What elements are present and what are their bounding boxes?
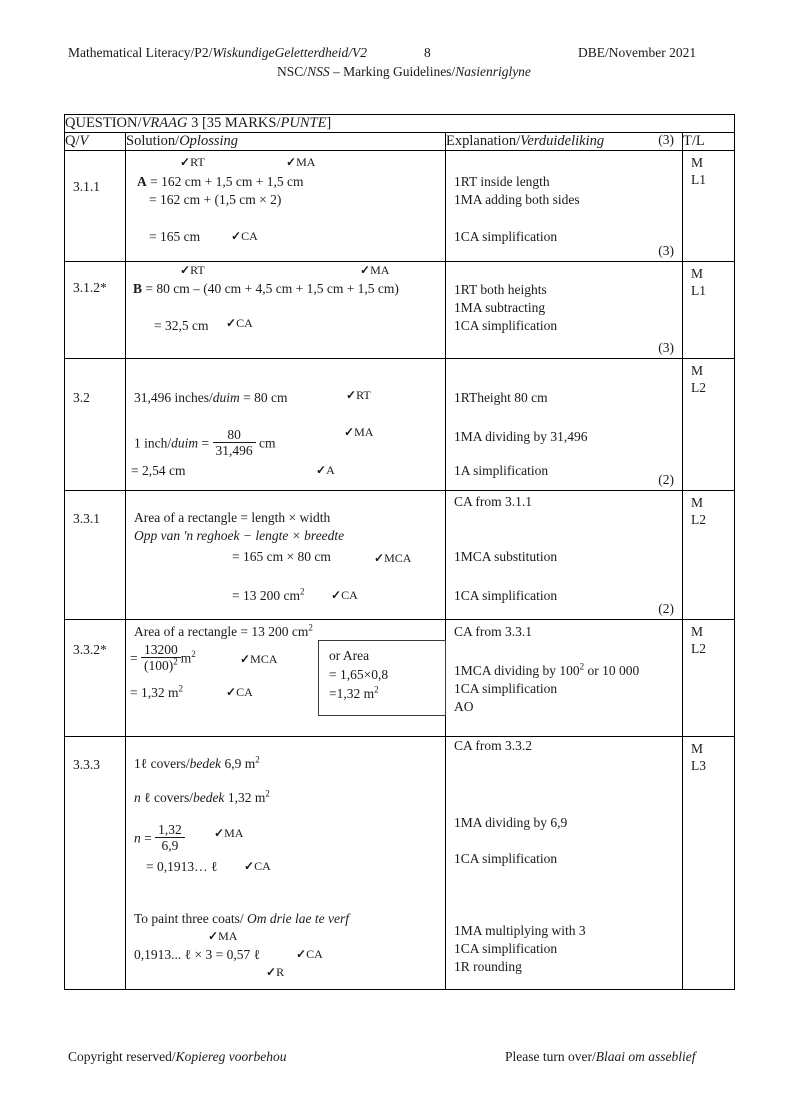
tick-ca-icon: ✓ CA (231, 229, 258, 244)
solution-line-4: = 13 200 $cm^2$ (232, 586, 305, 603)
solution-line-2: = 162 cm + (1,5 cm × 2) (149, 192, 282, 207)
running-header (0, 45, 786, 83)
row-solution-3-3-3 (126, 737, 446, 990)
explanation-line: 1CA simplification (454, 588, 558, 603)
explanation-line: CA from 3.3.1 (454, 624, 533, 639)
explanation-line: 1CA simplification (454, 851, 558, 866)
tl-level: L2 (691, 511, 706, 527)
tick-ma-icon: ✓ MA (360, 263, 389, 278)
table-row (65, 491, 735, 620)
altbox-line-1: or Area (329, 648, 370, 663)
explanation-line: 1RT inside length (454, 174, 550, 189)
solution-line-2: = 32,5 cm (154, 318, 209, 333)
table-row (65, 262, 735, 359)
tick-mca-icon: ✓ MCA (240, 652, 277, 667)
solution-line-2: 1 inch/duim = $\frac{80}{31,496}$ cm (134, 427, 276, 459)
explanation-line: 1MA dividing by 31,496 (454, 429, 588, 444)
row-solution-3-1-2 (126, 262, 446, 359)
solution-line-2: = $\frac{13200}{(100)^2}$ $m^2$ (130, 642, 196, 674)
explanation-line: 1MA subtracting (454, 300, 546, 315)
tick-rt-icon: ✓ RT (180, 155, 205, 170)
fraction: $\frac{80}{31,496}$ (213, 427, 256, 458)
row-tl-3-3-2 (683, 620, 735, 737)
explanation-line: 1CA simplification (454, 318, 558, 333)
marks-allocation: (3) (658, 132, 674, 147)
row-tl-3-1-1 (683, 151, 735, 262)
solution-line-5: To paint three coats/ Om drie lae te verf (134, 911, 349, 926)
alternative-method-box (318, 640, 446, 716)
solution-line-1: 1ℓ covers/bedek 6,9 $m^2$ (134, 754, 260, 771)
tl-type: M (691, 741, 704, 756)
footer-copyright: Copyright reserved/Kopiereg voorbehou (68, 1049, 287, 1064)
table-row (65, 737, 735, 990)
explanation-line: 1MA multiplying with 3 (454, 923, 586, 938)
row-question-3-1-2: 3.1.2* (65, 262, 126, 359)
row-solution-3-3-2 (126, 620, 446, 737)
solution-line-2: Opp van 'n reghoek − lengte × breedte (134, 528, 345, 543)
explanation-line: CA from 3.3.2 (454, 738, 533, 753)
tick-ca-icon: ✓ CA (331, 588, 358, 603)
altbox-line-2: = 1,65×0,8 (329, 667, 389, 683)
solution-line-3: = 2,54 cm (131, 463, 186, 478)
explanation-line: 1R rounding (454, 959, 522, 974)
tick-r-icon: ✓ R (266, 965, 284, 980)
row-tl-3-3-1 (683, 491, 735, 620)
table-row (65, 620, 735, 737)
explanation-line: 1A simplification (454, 463, 549, 478)
tl-level: L2 (691, 379, 706, 395)
row-tl-3-3-3 (683, 737, 735, 990)
tick-ma-icon: ✓ MA (208, 929, 237, 944)
solution-line-1: B = 80 cm – (40 cm + 4,5 cm + 1,5 cm + 1,5 cm) (133, 281, 399, 296)
fraction: $\frac{13200}{(100)^2}$ (141, 642, 181, 673)
col-header-solution: Solution/Oplossing (126, 133, 446, 151)
marks-allocation: (3) (658, 340, 674, 355)
header-subtitle: NSC/NSS – Marking Guidelines/Nasienriglyne (277, 64, 531, 79)
tick-ca-icon: ✓ CA (226, 316, 253, 331)
tl-type: M (691, 495, 704, 510)
marking-guidelines-table (64, 114, 735, 990)
tick-a-icon: ✓ A (316, 463, 335, 478)
explanation-line: AO (454, 699, 474, 714)
tl-level: L2 (691, 640, 706, 656)
explanation-line: 1MCA dividing by $100^2$ or 10 000 (454, 661, 640, 678)
tl-type: M (691, 266, 704, 281)
explanation-line: 1CA simplification (454, 941, 558, 956)
tick-ma-icon: ✓ MA (214, 826, 243, 841)
row-question-3-1-1: 3.1.1 (65, 151, 126, 262)
question-title: QUESTION/VRAAG 3 [35 MARKS/PUNTE] (65, 115, 735, 133)
col-header-explanation: Explanation/Verduideliking (446, 133, 683, 151)
row-solution-3-2 (126, 359, 446, 491)
explanation-line: 1CA simplification (454, 681, 558, 696)
tick-rt-icon: ✓ RT (346, 388, 371, 403)
table-title-row (65, 115, 735, 133)
row-question-3-2: 3.2 (65, 359, 126, 491)
footer-turnover: Please turn over/Blaai om asseblief (505, 1049, 696, 1064)
explanation-line: 1MA adding both sides (454, 192, 580, 207)
row-explanation-3-3-2 (446, 601, 683, 737)
explanation-line: CA from 3.1.1 (454, 494, 533, 509)
solution-line-3: = 1,32 $m^2$ (130, 683, 183, 700)
tick-rt-icon: ✓ RT (180, 263, 205, 278)
tick-mca-icon: ✓ MCA (374, 551, 411, 566)
row-explanation-3-3-3 (446, 737, 683, 990)
row-solution-3-3-1 (126, 491, 446, 620)
tl-level: L3 (691, 757, 706, 773)
solution-line-4: = 0,1913… ℓ (146, 859, 218, 874)
page-number: 8 (424, 45, 431, 60)
solution-line-2: n ℓ covers/bedek 1,32 $m^2$ (134, 788, 270, 805)
row-question-3-3-3: 3.3.3 (65, 737, 126, 990)
explanation-line: 1RTheight 80 cm (454, 390, 548, 405)
table-row (65, 359, 735, 491)
tick-ca-icon: ✓ CA (226, 685, 253, 700)
row-explanation-3-2 (446, 340, 683, 491)
marks-allocation: (2) (658, 601, 674, 616)
table-row (65, 151, 735, 262)
tl-type: M (691, 363, 704, 378)
tl-level: L1 (691, 171, 706, 187)
solution-line-6: 0,1913... ℓ × 3 = 0,57 ℓ (134, 947, 261, 962)
marks-allocation: (3) (658, 243, 674, 258)
row-tl-3-2 (683, 359, 735, 491)
explanation-line: 1CA simplification (454, 229, 558, 244)
solution-line-1: Area of a rectangle = 13 200 $cm^2$ (134, 622, 313, 639)
row-explanation-3-1-2 (446, 243, 683, 359)
tick-ma-icon: ✓ MA (286, 155, 315, 170)
solution-line-1: 31,496 inches/duim = 80 cm (134, 390, 288, 405)
row-tl-3-1-2 (683, 262, 735, 359)
solution-line-1: A = 162 cm + 1,5 cm + 1,5 cm (137, 174, 304, 189)
solution-line-3: = 165 cm (149, 229, 201, 244)
tick-ma-icon: ✓ MA (344, 425, 373, 440)
col-header-question: Q/V (65, 133, 126, 151)
solution-line-1: Area of a rectangle = length × width (134, 510, 331, 525)
fraction: $\frac{1,32}{6,9}$ (155, 822, 185, 853)
tick-ca-icon: ✓ CA (244, 859, 271, 874)
row-explanation-3-3-1 (446, 472, 683, 620)
explanation-line: 1RT both heights (454, 282, 547, 297)
tl-type: M (691, 624, 704, 639)
row-question-3-3-1: 3.3.1 (65, 491, 126, 620)
explanation-line: 1MCA substitution (454, 549, 558, 564)
tl-type: M (691, 155, 704, 170)
tick-ca-icon: ✓ CA (296, 947, 323, 962)
altbox-line-3: =1,32 $m^2$ (329, 684, 379, 702)
explanation-line: 1MA dividing by 6,9 (454, 815, 568, 830)
solution-line-3: n = $\frac{1,32}{6,9}$ (134, 824, 185, 855)
solution-line-3: = 165 cm × 80 cm (232, 549, 331, 564)
tl-level: L1 (691, 282, 706, 298)
marks-allocation: (2) (658, 472, 674, 487)
table-header-row (65, 133, 735, 151)
row-solution-3-1-1 (126, 151, 446, 262)
header-left: Mathematical Literacy/P2/WiskundigeGeletterdheid/V2 (68, 45, 368, 60)
header-right: DBE/November 2021 (578, 45, 697, 60)
row-question-3-3-2: 3.3.2* (65, 620, 126, 737)
col-header-tl: T/L (683, 133, 735, 151)
